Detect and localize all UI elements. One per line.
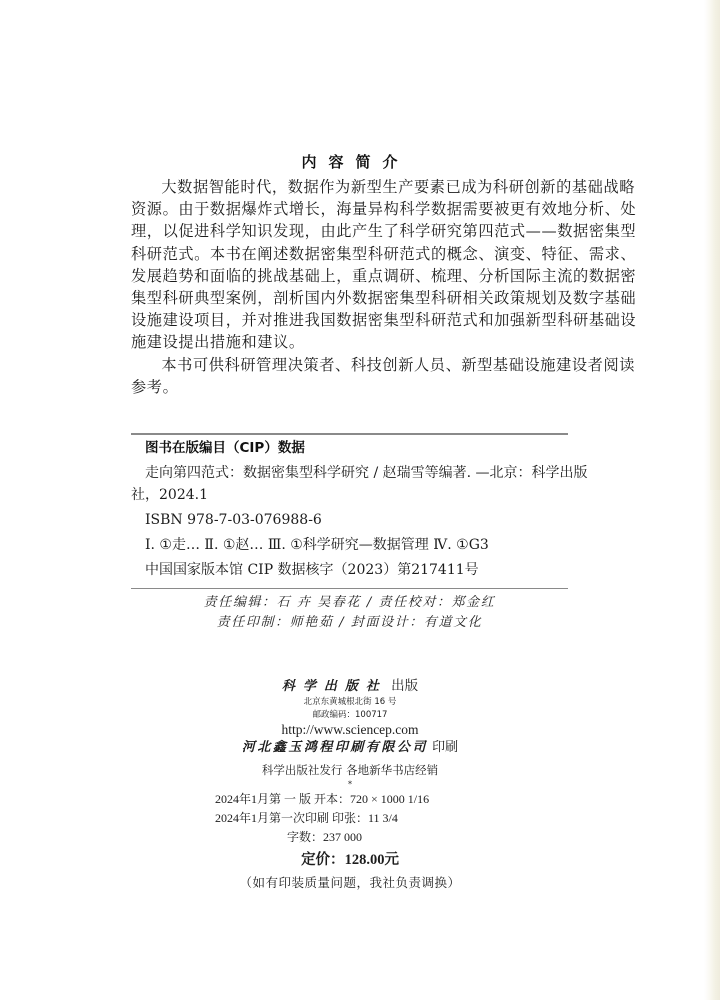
quality-notice: （如有印装质量问题，我社负责调换） [239, 875, 461, 890]
editors-line-2: 责任印制：师艳茹 / 封面设计：有道文化 [216, 615, 483, 630]
editors-credits [131, 593, 568, 633]
publisher-address: 北京东黄城根北街 16 号 [303, 697, 397, 707]
printer-suffix: 印刷 [432, 740, 459, 755]
cip-title-line-cont: 社，2024.1 [131, 486, 208, 503]
summary-paragraph-2 [131, 354, 636, 398]
summary-paragraph-1 [131, 176, 637, 354]
text-line: 资源。由于数据爆炸式增长，海量异构科学数据需要被更有效地分析、处 [131, 200, 637, 219]
publisher-logo-text: 科学出版社 [281, 679, 387, 694]
word-count: 字数：237 000 [287, 830, 363, 844]
price-value: 128.00元 [344, 852, 399, 868]
page-edge-shadow [704, 0, 720, 1000]
cip-heading: 图书在版编目（CIP）数据 [145, 439, 305, 456]
text-line: 施建设提出措施和建议。 [131, 333, 305, 352]
printer-line [0, 738, 700, 758]
text-line: 设施建设项目，并对推进我国数据密集型科研范式和加强新型科研基础设 [131, 311, 637, 330]
publisher-url: http://www.sciencep.com [281, 722, 419, 737]
publisher-suffix: 出版 [391, 678, 419, 694]
page-edge-fold [710, 380, 720, 490]
cip-number: 中国国家版本馆 CIP 数据核字（2023）第217411号 [145, 561, 479, 578]
price-label: 定价： [301, 852, 345, 868]
text-line: 本书可供科研管理决策者、科技创新人员、新型基础设施建设者阅读 [161, 355, 636, 374]
top-divider [131, 433, 568, 435]
editors-line-1: 责任编辑：石 卉 吴春花 / 责任校对：郑金红 [203, 595, 496, 610]
cip-data-block [131, 433, 588, 633]
postal-code: 邮政编码：100717 [312, 710, 388, 720]
publication-info [0, 676, 700, 894]
separator-star: * [348, 780, 352, 789]
printer-name: 河北鑫玉鸿程印刷有限公司 [241, 740, 428, 755]
publisher-line [0, 676, 700, 696]
text-line: 发展趋势和面临的挑战基础上，重点调研、梳理、分析国际主流的数据密 [131, 266, 637, 285]
cip-title-line: 走向第四范式：数据密集型科学研究 / 赵瑞雪等编著. —北京：科学出版 [145, 464, 588, 481]
text-line: 集型科研典型案例，剖析国内外数据密集型科研相关政策规划及数字基础 [131, 289, 637, 308]
text-line: 参考。 [131, 377, 179, 396]
price [0, 848, 700, 872]
edition-info: 2024年1月第 一 版 开本：720 × 1000 1/16 [215, 792, 430, 806]
classification: Ⅰ. ①走… Ⅱ. ①赵… Ⅲ. ①科学研究—数据管理 Ⅳ. ①G3 [145, 536, 489, 553]
text-line: 理，以促进科学知识发现，由此产生了科学研究第四范式——数据密集型 [131, 222, 637, 241]
summary-title: 内容简介 [301, 153, 410, 171]
cip-body [131, 462, 588, 581]
distribution: 科学出版社发行 各地新华书店经销 [261, 763, 439, 777]
bottom-divider [131, 588, 568, 590]
content-summary [131, 150, 637, 398]
print-specs [0, 790, 700, 847]
text-line: 科研范式。本书在阐述数据密集型科研范式的概念、演变、特征、需求、 [131, 244, 637, 263]
text-line: 大数据智能时代，数据作为新型生产要素已成为科研创新的基础战略 [161, 178, 636, 196]
printing-info: 2024年1月第一次印刷 印张：11 3/4 [215, 811, 398, 825]
isbn: ISBN 978-7-03-076988-6 [145, 511, 322, 528]
